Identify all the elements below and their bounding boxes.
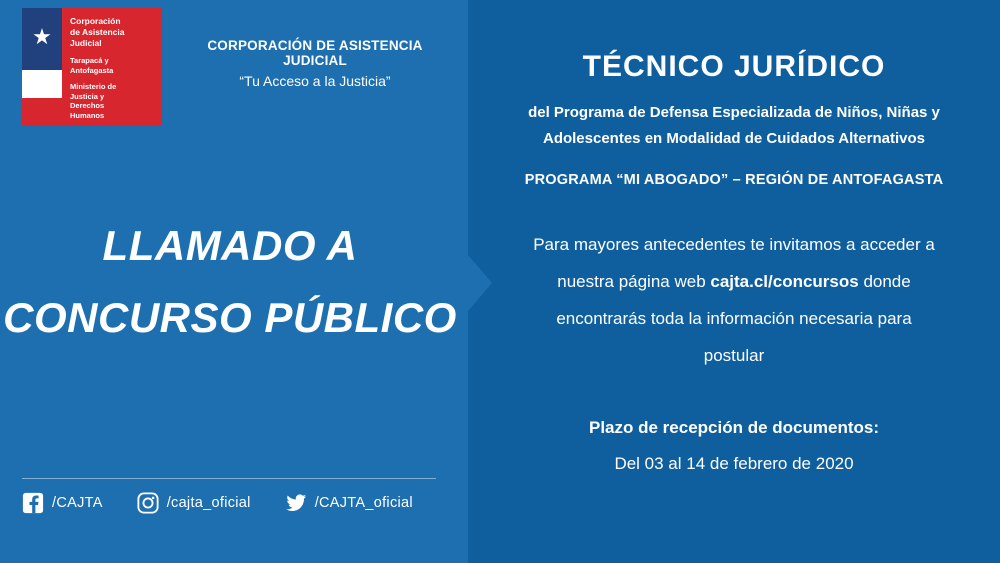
info-line-2-post: donde bbox=[858, 272, 911, 291]
job-subtitle-line-1: del Programa de Defensa Especializada de Niños, Niñas y bbox=[528, 104, 940, 121]
social-links bbox=[22, 492, 442, 514]
social-link-instagram[interactable] bbox=[137, 492, 251, 514]
job-subtitle-line-2: Adolescentes en Modalidad de Cuidados Alternativos bbox=[542, 130, 926, 147]
facebook-icon bbox=[22, 492, 44, 514]
info-line-2 bbox=[500, 263, 968, 300]
headline-line-1: LLAMADO A bbox=[102, 222, 358, 269]
twitter-handle: /CAJTA_oficial bbox=[314, 495, 413, 511]
logo-ministry-3: Derechos bbox=[70, 101, 105, 110]
flag-white-band bbox=[22, 70, 62, 98]
logo-ministry-2: Justicia y bbox=[70, 91, 105, 101]
arrow-pointer-icon bbox=[468, 255, 492, 311]
instagram-icon bbox=[137, 492, 159, 514]
job-subtitle bbox=[488, 100, 980, 152]
info-line-4: postular bbox=[703, 346, 765, 365]
organization-slogan: “Tu Acceso a la Justicia” bbox=[239, 73, 391, 89]
deadline-date: Del 03 al 14 de febrero de 2020 bbox=[614, 454, 854, 473]
facebook-handle: /CAJTA bbox=[52, 495, 103, 511]
website-link[interactable]: cajta.cl/concursos bbox=[710, 272, 859, 291]
logo-line-2: de Asistencia bbox=[70, 27, 125, 37]
program-region-line: PROGRAMA “MI ABOGADO” – REGIÓN DE ANTOFAGASTA bbox=[524, 172, 944, 188]
logo-spacer-1 bbox=[70, 49, 156, 56]
logo-text-block bbox=[62, 8, 162, 126]
job-title: TÉCNICO JURÍDICO bbox=[582, 50, 886, 83]
chile-flag-emblem bbox=[22, 8, 62, 126]
star-icon: ★ bbox=[32, 24, 52, 49]
social-link-twitter[interactable] bbox=[285, 492, 413, 514]
application-info bbox=[488, 226, 980, 374]
divider bbox=[22, 478, 436, 479]
social-link-facebook[interactable] bbox=[22, 492, 103, 514]
deadline-title: Plazo de recepción de documentos: bbox=[588, 418, 879, 437]
instagram-handle: /cajta_oficial bbox=[166, 495, 251, 511]
twitter-icon bbox=[285, 492, 307, 514]
organization-name-block bbox=[175, 38, 455, 89]
logo-line-3: Judicial bbox=[70, 38, 102, 48]
logo-ministry-1: Ministerio de bbox=[70, 82, 117, 91]
info-line-3: encontrarás toda la información necesaria para bbox=[556, 309, 912, 328]
logo-region-2: Antofagasta bbox=[70, 65, 114, 75]
info-line-2-pre: nuestra página web bbox=[557, 272, 711, 291]
flag-red-band bbox=[22, 98, 62, 126]
page-title bbox=[0, 210, 460, 354]
logo-spacer-2 bbox=[70, 75, 156, 82]
info-line-1: Para mayores antecedentes te invitamos a acceder a bbox=[533, 235, 935, 254]
left-panel bbox=[0, 0, 468, 563]
logo-line-1: Corporación bbox=[70, 16, 121, 26]
institutional-logo bbox=[22, 8, 162, 126]
logo-ministry-4: Humanos bbox=[70, 110, 105, 120]
right-panel bbox=[468, 0, 1000, 563]
organization-name: CORPORACIÓN DE ASISTENCIA JUDICIAL bbox=[207, 38, 423, 68]
headline-line-2: CONCURSO PÚBLICO bbox=[3, 294, 457, 341]
logo-region-1: Tarapacá y bbox=[70, 56, 109, 65]
flag-blue-field bbox=[22, 8, 62, 70]
